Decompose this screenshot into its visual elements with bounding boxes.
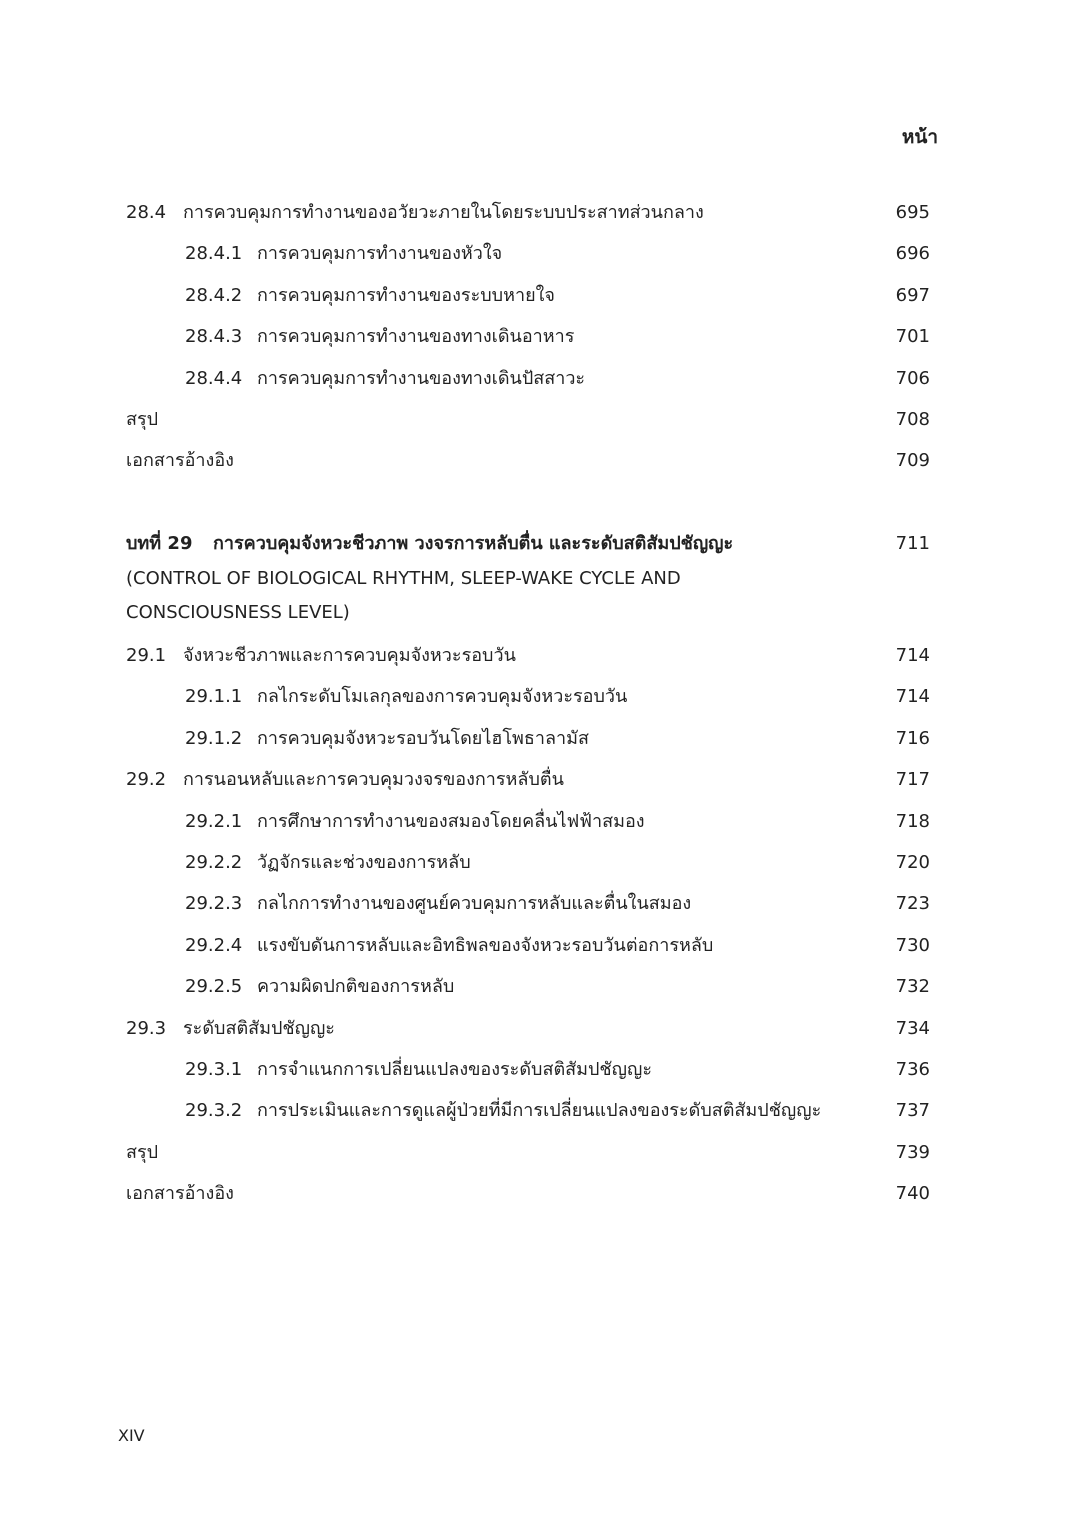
toc-entry-page-number: 706 [895, 367, 930, 389]
toc-entry-number: 29.2.1 [185, 810, 243, 832]
chapter-english-title-line1: (CONTROL OF BIOLOGICAL RHYTHM, SLEEP-WAKE CYCLE AND [126, 568, 681, 589]
toc-entry[interactable] [126, 198, 930, 228]
toc-entry-page-number: 701 [895, 326, 930, 348]
toc-entry-page-number: 734 [895, 1017, 930, 1039]
toc-entry-page-number: 723 [895, 893, 930, 915]
toc-entry[interactable] [185, 682, 930, 712]
toc-entry-title: แรงขับดันการหลับและอิทธิพลของจังหวะรอบวันต่อการหลับ [257, 934, 714, 956]
chapter-english-title-line2: CONSCIOUSNESS LEVEL) [126, 602, 350, 623]
toc-entry-number: 29.3.2 [185, 1100, 243, 1122]
toc-entry-number: 28.4 [126, 202, 167, 223]
toc-entry-title: การนอนหลับและการควบคุมวงจรของการหลับตื่น [183, 769, 564, 791]
page-folio: XIV [118, 1426, 145, 1445]
toc-entry[interactable] [126, 1014, 930, 1044]
toc-entry-number: 28.4.4 [185, 367, 243, 389]
toc-entry-title: การจำแนกการเปลี่ยนแปลงของระดับสติสัมปชัญญะ [257, 1059, 652, 1080]
toc-entry-page-number: 737 [895, 1100, 930, 1122]
toc-entry[interactable] [185, 724, 930, 754]
toc-entry-title: การควบคุมการทำงานของอวัยวะภายในโดยระบบประสาทส่วนกลาง [183, 202, 704, 223]
toc-entry-page-number: 696 [895, 243, 930, 265]
toc-entry-number: 29.3.1 [185, 1059, 243, 1080]
page-header-label: หน้า [901, 126, 938, 148]
chapter-title: การควบคุมจังหวะชีวภาพ วงจรการหลับตื่น และระดับสติสัมปชัญญะ [213, 533, 734, 554]
toc-entry[interactable] [126, 765, 930, 795]
toc-entry-number: 29.2 [126, 769, 167, 791]
toc-entry-title: การควบคุมการทำงานของระบบหายใจ [257, 284, 555, 306]
toc-entry[interactable] [126, 405, 930, 435]
toc-entry-title: การควบคุมการทำงานของหัวใจ [257, 243, 503, 265]
toc-entry-title: การศึกษาการทำงานของสมองโดยคลื่นไฟฟ้าสมอง [257, 810, 645, 832]
toc-entry-page-number: 717 [895, 769, 930, 791]
toc-entry-number: 28.4.1 [185, 243, 243, 265]
toc-entry-page-number: 708 [895, 409, 930, 430]
toc-entry[interactable] [185, 889, 930, 919]
toc-entry[interactable] [185, 931, 930, 961]
toc-entry-title: วัฏจักรและช่วงของการหลับ [257, 852, 471, 873]
toc-entry-page-number: 695 [895, 202, 930, 223]
toc-entry-page-number: 730 [895, 934, 930, 956]
toc-entry-title: กลไกระดับโมเลกุลของการควบคุมจังหวะรอบวัน [257, 686, 628, 708]
toc-entry[interactable] [126, 1138, 930, 1168]
toc-entry[interactable] [185, 1055, 930, 1085]
chapter-number: บทที่ 29 [126, 533, 193, 554]
toc-entry-number: 29.2.5 [185, 976, 243, 998]
toc-entry-number: 28.4.3 [185, 326, 243, 348]
toc-entry[interactable] [185, 848, 930, 878]
toc-entry-title: การควบคุมการทำงานของทางเดินอาหาร [257, 326, 575, 348]
toc-entry[interactable] [185, 364, 930, 394]
toc-entry-number: 29.1 [126, 645, 167, 666]
toc-entry-number: 29.2.4 [185, 934, 243, 956]
toc-entry-page-number: 732 [895, 976, 930, 998]
toc-entry-page-number: 739 [895, 1141, 930, 1163]
toc-entry-number: 29.1.2 [185, 727, 243, 749]
toc-entry[interactable] [126, 641, 930, 671]
toc-entry-page-number: 714 [895, 645, 930, 666]
toc-entry-title: การควบคุมการทำงานของทางเดินปัสสาวะ [257, 367, 586, 389]
toc-entry-title: ความผิดปกติของการหลับ [257, 976, 455, 998]
toc-entry-page-number: 697 [895, 284, 930, 306]
toc-entry-title: สรุป [126, 1141, 159, 1163]
toc-entry[interactable] [185, 281, 930, 311]
toc-entry-number: 29.3 [126, 1017, 167, 1039]
toc-entry-page-number: 709 [895, 450, 930, 472]
toc-entry-title: จังหวะชีวภาพและการควบคุมจังหวะรอบวัน [183, 645, 516, 666]
toc-entry[interactable] [126, 1179, 930, 1209]
toc-entry-page-number: 740 [895, 1183, 930, 1205]
toc-entry[interactable] [185, 807, 930, 837]
toc-entry-page-number: 718 [895, 810, 930, 832]
toc-entry-title: สรุป [126, 409, 159, 430]
toc-entry-title: เอกสารอ้างอิง [126, 450, 234, 472]
toc-entry[interactable] [185, 972, 930, 1002]
toc-entry-number: 29.1.1 [185, 686, 243, 708]
toc-entry-title: เอกสารอ้างอิง [126, 1183, 234, 1205]
toc-entry-title: กลไกการทำงานของศูนย์ควบคุมการหลับและตื่นในสมอง [257, 893, 692, 915]
toc-entry-title: ระดับสติสัมปชัญญะ [183, 1017, 335, 1039]
toc-entry-title: การประเมินและการดูแลผู้ป่วยที่มีการเปลี่ยนแปลงของระดับสติสัมปชัญญะ [257, 1100, 822, 1122]
toc-entry-page-number: 720 [895, 852, 930, 873]
toc-entry-page-number: 716 [895, 727, 930, 749]
toc-entry-title: การควบคุมจังหวะรอบวันโดยไฮโพธาลามัส [257, 727, 590, 749]
toc-entry-number: 29.2.3 [185, 893, 243, 915]
toc-entry-page-number: 736 [895, 1059, 930, 1080]
toc-entry[interactable] [185, 322, 930, 352]
toc-entry[interactable] [126, 446, 930, 476]
toc-entry-page-number: 714 [895, 686, 930, 708]
toc-entry[interactable] [185, 1096, 930, 1126]
chapter-heading[interactable] [126, 529, 930, 559]
toc-entry-number: 28.4.2 [185, 284, 243, 306]
toc-entry[interactable] [185, 239, 930, 269]
chapter-page-number: 711 [895, 533, 930, 554]
toc-entry-number: 29.2.2 [185, 852, 243, 873]
